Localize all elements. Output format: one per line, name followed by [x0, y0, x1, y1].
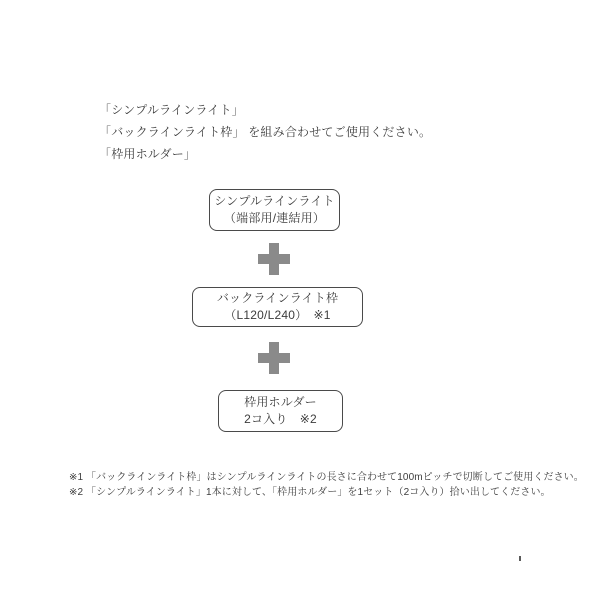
- footnotes-block: [69, 470, 584, 500]
- stray-mark: [519, 556, 521, 561]
- header-line-2: 「バックラインライト枠」 を組み合わせてご使用ください。: [99, 125, 432, 139]
- product-box-simple-line-light: [209, 189, 340, 231]
- product-box-title: シンプルラインライト: [214, 194, 335, 208]
- plus-icon: [258, 243, 290, 275]
- header-line-3: 「枠用ホルダー」: [99, 147, 197, 161]
- plus-icon: [258, 342, 290, 374]
- header-line-1: 「シンプルラインライト」: [99, 103, 244, 117]
- product-box-title: バックラインライト枠: [216, 291, 339, 305]
- product-box-subtitle: （端部用/連結用）: [223, 211, 326, 225]
- product-box-frame-holder: [218, 390, 343, 432]
- product-box-subtitle: 2コ入り ※2: [244, 412, 317, 426]
- footnote-2: ※2 「シンプルラインライト」1本に対して、「枠用ホルダー」を1セット（2コ入り）拾い出してください。: [69, 487, 551, 498]
- product-box-title: 枠用ホルダー: [244, 395, 317, 409]
- header-text-block: [99, 99, 431, 165]
- footnote-1: ※1 「バックラインライト枠」はシンプルラインライトの長さに合わせて100mピッチで切断してご使用ください。: [69, 472, 584, 483]
- product-box-subtitle: （L120/L240） ※1: [224, 308, 331, 322]
- product-box-back-line-light-frame: [192, 287, 363, 327]
